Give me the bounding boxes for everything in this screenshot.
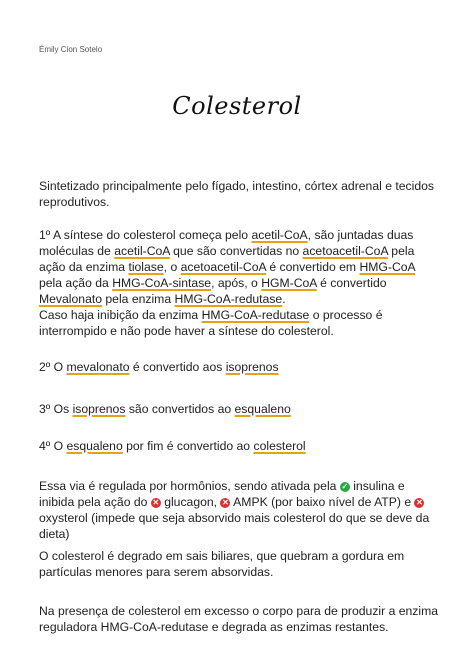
term-hmg-coa-sintase: HMG-CoA-sintase — [112, 276, 212, 290]
step4-text-b: por fim é convertido ao — [122, 439, 254, 453]
term-esqualeno: esqualeno — [66, 439, 123, 453]
step1-text-d: pela ação da enzima — [39, 244, 415, 274]
step1-text-e: , o — [163, 260, 181, 274]
step1-text-f: é convertido em — [265, 260, 360, 274]
author-name: Émily Cion Sotelo — [39, 45, 103, 54]
excess-paragraph: Na presença de colesterol em excesso o corpo para de produzir a enzima reguladora HMG-CoA-redutase e degrada as enzimas restantes. — [39, 604, 439, 634]
degradation-paragraph: O colesterol é degrado em sais biliares, que quebram a gordura em partículas menores para serem absorvidas. — [39, 549, 405, 579]
regulation-paragraph — [39, 478, 439, 542]
term-acetoacetil-coa: acetoacetil-CoA — [302, 244, 388, 258]
intro-paragraph: Sintetizado principalmente pelo fígado, intestino, córtex adrenal e tecidos reprodutivos. — [39, 179, 434, 209]
step2-text-a: 2º O — [39, 360, 67, 374]
term-mevalonato: Mevalonato — [39, 292, 103, 306]
term-isoprenos: isoprenos — [225, 360, 279, 374]
step1-text-b: , são juntadas duas moléculas de — [39, 228, 414, 258]
term-hmg-coa: HMG-CoA — [359, 260, 415, 274]
step1-text-c: que são convertidas no — [169, 244, 303, 258]
regulation-text-e: oxysterol (impede que seja absorvido mais colesterol do que se deve da dieta) — [39, 511, 430, 541]
check-icon: ✓ — [341, 482, 349, 491]
inhibition-paragraph — [39, 307, 439, 339]
term-isoprenos: isoprenos — [72, 402, 126, 416]
regulation-text-a: Essa via é regulada por hormônios, sendo ativada pela — [39, 479, 340, 493]
step-3-paragraph — [39, 401, 439, 417]
x-icon: ✕ — [152, 498, 160, 507]
term-colesterol: colesterol — [253, 439, 306, 453]
inhibition-text-b: o processo é interrompido e não pode haver a síntese do colesterol. — [39, 308, 383, 338]
step3-text-a: 3º Os — [39, 402, 73, 416]
step1-text-j: pela enzima — [102, 292, 175, 306]
step1-text-k: . — [282, 292, 286, 306]
step1-text-a: 1º A síntese do colesterol começa pelo — [39, 228, 252, 242]
term-acetoacetil-coa: acetoacetil-CoA — [180, 260, 266, 274]
inhibition-text-a: Caso haja inibição da enzima — [39, 308, 202, 322]
term-hmg-coa-redutase: HMG-CoA-redutase — [174, 292, 283, 306]
term-mevalonato: mevalonato — [66, 360, 130, 374]
step1-text-i: é convertido — [316, 276, 387, 290]
page-title: Colesterol — [172, 92, 302, 120]
term-acetil-coa: acetil-CoA — [251, 228, 308, 242]
term-hgm-coa: HGM-CoA — [261, 276, 317, 290]
term-esqualeno: esqualeno — [234, 402, 291, 416]
regulation-text-d: AMPK (por baixo nível de ATP) e — [230, 495, 415, 509]
step1-text-g: pela ação da — [39, 276, 113, 290]
step4-text-a: 4º O — [39, 439, 67, 453]
step2-text-b: é convertido aos — [129, 360, 226, 374]
x-icon: ✕ — [222, 498, 229, 507]
step-2-paragraph — [39, 359, 439, 375]
step3-text-b: são convertidos ao — [125, 402, 235, 416]
step1-text-h: , após, o — [211, 276, 262, 290]
regulation-text-b: insulina e inibida pela ação do — [39, 479, 405, 509]
term-hmg-coa-redutase: HMG-CoA-redutase — [201, 308, 310, 322]
step-1-paragraph — [39, 227, 439, 307]
regulation-text-c: glucagon, — [160, 495, 221, 509]
step-4-paragraph — [39, 438, 439, 454]
x-icon: ✕ — [416, 498, 423, 507]
term-tiolase: tiolase — [128, 260, 164, 274]
term-acetil-coa: acetil-CoA — [114, 244, 170, 258]
